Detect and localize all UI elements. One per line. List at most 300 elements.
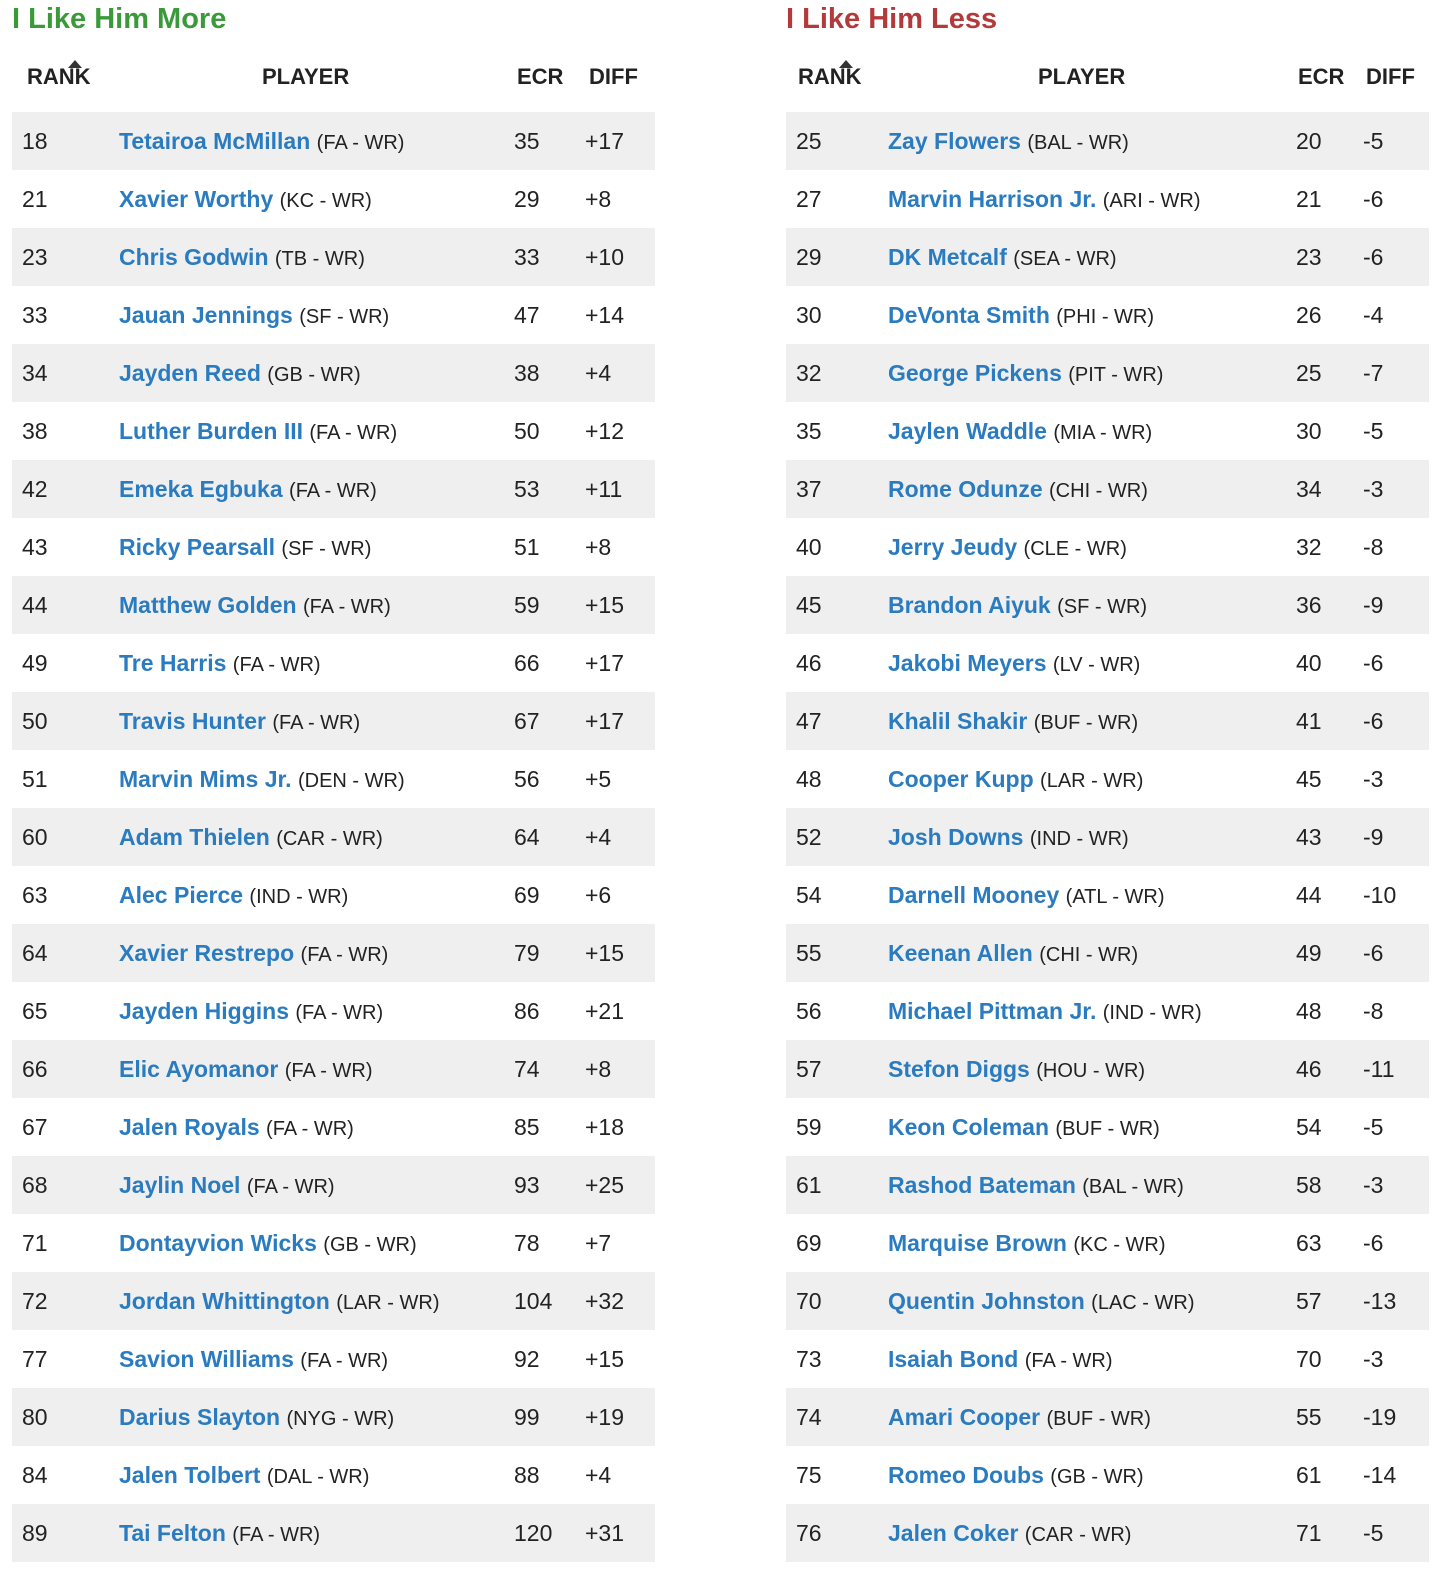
table-row [786, 924, 1429, 982]
ecr-cell: 120 [514, 1520, 553, 1546]
rank-cell: 18 [22, 128, 48, 154]
ecr-cell: 48 [1296, 998, 1322, 1024]
diff-cell: +6 [585, 882, 612, 908]
table-body [786, 112, 1429, 1562]
diff-cell: +14 [585, 302, 625, 328]
player-name-link[interactable]: Darnell Mooney [888, 882, 1060, 908]
player-team-position: (ARI - WR) [1102, 190, 1201, 212]
player-name-link[interactable]: DeVonta Smith [888, 302, 1050, 328]
ecr-cell: 45 [1296, 766, 1322, 792]
ecr-cell: 44 [1296, 882, 1322, 908]
player-name-link[interactable]: Luther Burden III [119, 418, 303, 444]
player-team-position: (SF - WR) [281, 538, 372, 560]
player-cell [888, 1518, 1131, 1550]
ecr-cell: 40 [1296, 650, 1322, 676]
player-name-link[interactable]: Emeka Egbuka [119, 476, 283, 502]
ecr-cell: 78 [514, 1230, 540, 1256]
rank-cell: 46 [796, 650, 822, 676]
ecr-cell: 30 [1296, 418, 1322, 444]
ecr-cell: 36 [1296, 592, 1322, 618]
player-name-link[interactable]: DK Metcalf [888, 244, 1007, 270]
ecr-cell: 79 [514, 940, 540, 966]
rank-cell: 76 [796, 1520, 822, 1546]
player-team-position: (NYG - WR) [286, 1408, 395, 1430]
table-header [12, 54, 655, 110]
rank-cell: 38 [22, 418, 48, 444]
player-name-link[interactable]: Isaiah Bond [888, 1346, 1019, 1372]
player-name-link[interactable]: Xavier Restrepo [119, 940, 295, 966]
player-cell [888, 1460, 1144, 1492]
player-name-link[interactable]: Adam Thielen [119, 824, 270, 850]
diff-cell: -6 [1363, 186, 1384, 212]
player-cell [888, 822, 1129, 854]
rank-cell: 57 [796, 1056, 822, 1082]
rank-cell: 42 [22, 476, 48, 502]
player-name-link[interactable]: Matthew Golden [119, 592, 297, 618]
rank-cell: 69 [796, 1230, 822, 1256]
player-team-position: (GB - WR) [1050, 1466, 1144, 1488]
table-row [12, 866, 655, 924]
ecr-column-header[interactable]: ECR [517, 64, 564, 89]
ecr-cell: 35 [514, 128, 540, 154]
rank-cell: 65 [22, 998, 48, 1024]
player-cell [888, 764, 1143, 796]
player-name-link[interactable]: Cooper Kupp [888, 766, 1034, 792]
table-row [12, 634, 655, 692]
table-row [12, 1098, 655, 1156]
table-title: I Like Him Less [786, 3, 998, 35]
diff-cell: -3 [1363, 766, 1384, 792]
table-row [786, 518, 1429, 576]
table-row [12, 1272, 655, 1330]
table-row [786, 344, 1429, 402]
player-team-position: (FA - WR) [316, 132, 405, 154]
table-row [12, 286, 655, 344]
ecr-cell: 85 [514, 1114, 540, 1140]
player-cell [888, 474, 1148, 506]
player-name-link[interactable]: Xavier Worthy [119, 186, 274, 212]
diff-cell: +18 [585, 1114, 625, 1140]
player-cell [119, 416, 397, 448]
player-name-link[interactable]: George Pickens [888, 360, 1062, 386]
player-name-link[interactable]: Marvin Harrison Jr. [888, 186, 1097, 212]
player-name-link[interactable]: Marvin Mims Jr. [119, 766, 292, 792]
player-cell [119, 474, 377, 506]
player-team-position: (CAR - WR) [276, 828, 383, 850]
player-cell [888, 358, 1163, 390]
player-team-position: (DEN - WR) [297, 770, 405, 792]
player-cell [888, 184, 1201, 216]
table-body [12, 112, 655, 1562]
ecr-cell: 34 [1296, 476, 1322, 502]
table-row [786, 170, 1429, 228]
table-row [786, 1098, 1429, 1156]
player-team-position: (BUF - WR) [1055, 1118, 1160, 1140]
player-name-link[interactable]: Alec Pierce [119, 882, 244, 908]
player-column-header[interactable]: PLAYER [1038, 64, 1126, 89]
table-row [12, 576, 655, 634]
player-cell [888, 706, 1138, 738]
table-row [12, 228, 655, 286]
player-name-link[interactable]: Darius Slayton [119, 1404, 281, 1430]
player-team-position: (LAR - WR) [1040, 770, 1144, 792]
table-row [786, 460, 1429, 518]
player-team-position: (PHI - WR) [1056, 306, 1155, 328]
table-row [12, 924, 655, 982]
rank-cell: 50 [22, 708, 48, 734]
table-row [12, 1214, 655, 1272]
ecr-cell: 29 [514, 186, 540, 212]
player-cell [888, 300, 1154, 332]
diff-cell: -4 [1363, 302, 1384, 328]
diff-cell: +32 [585, 1288, 625, 1314]
player-name-link[interactable]: Jalen Royals [119, 1114, 260, 1140]
rank-cell: 61 [796, 1172, 822, 1198]
player-team-position: (FA - WR) [246, 1176, 335, 1198]
player-team-position: (FA - WR) [272, 712, 361, 734]
player-cell [119, 590, 391, 622]
ecr-cell: 64 [514, 824, 540, 850]
rank-cell: 47 [796, 708, 822, 734]
table-row [786, 228, 1429, 286]
player-team-position: (KC - WR) [279, 190, 372, 212]
table-row [786, 1156, 1429, 1214]
table-row [786, 750, 1429, 808]
player-cell [888, 996, 1202, 1028]
table-row [12, 1330, 655, 1388]
player-name-link[interactable]: Keenan Allen [888, 940, 1033, 966]
table-row [786, 808, 1429, 866]
rank-cell: 30 [796, 302, 822, 328]
rank-column-header[interactable] [27, 64, 91, 90]
ecr-cell: 56 [514, 766, 540, 792]
table-row [786, 1272, 1429, 1330]
diff-column-header[interactable]: DIFF [1366, 64, 1415, 89]
diff-cell: +4 [585, 824, 612, 850]
table-row [786, 1504, 1429, 1562]
player-name-link[interactable]: Savion Williams [119, 1346, 294, 1372]
ecr-cell: 47 [514, 302, 540, 328]
diff-cell: -5 [1363, 1114, 1384, 1140]
ecr-cell: 61 [1296, 1462, 1322, 1488]
rank-cell: 70 [796, 1288, 822, 1314]
player-name-link[interactable]: Tre Harris [119, 650, 227, 676]
ecr-cell: 88 [514, 1462, 540, 1488]
diff-cell: -9 [1363, 824, 1384, 850]
player-team-position: (DAL - WR) [266, 1466, 370, 1488]
player-cell [119, 242, 365, 274]
player-name-link[interactable]: Jalen Tolbert [119, 1462, 261, 1488]
ecr-cell: 41 [1296, 708, 1322, 734]
player-team-position: (LV - WR) [1052, 654, 1141, 676]
player-team-position: (GB - WR) [323, 1234, 417, 1256]
player-name-link[interactable]: Dontayvion Wicks [119, 1230, 317, 1256]
player-team-position: (FA - WR) [266, 1118, 354, 1140]
player-cell [888, 532, 1127, 564]
player-team-position: (SEA - WR) [1013, 248, 1117, 270]
player-cell [888, 1112, 1160, 1144]
player-cell [119, 1054, 373, 1086]
player-cell [119, 996, 383, 1028]
diff-cell: +7 [585, 1230, 612, 1256]
ecr-cell: 74 [514, 1056, 540, 1082]
player-cell [888, 1286, 1194, 1318]
player-team-position: (BAL - WR) [1082, 1176, 1184, 1198]
rank-cell: 56 [796, 998, 822, 1024]
rank-cell: 23 [22, 244, 48, 270]
player-name-link[interactable]: Romeo Doubs [888, 1462, 1044, 1488]
player-team-position: (IND - WR) [1029, 828, 1129, 850]
player-cell [888, 1054, 1145, 1086]
player-team-position: (FA - WR) [300, 944, 389, 966]
player-cell [119, 358, 361, 390]
diff-cell: -10 [1363, 882, 1397, 908]
player-team-position: (HOU - WR) [1036, 1060, 1146, 1082]
player-team-position: (BUF - WR) [1033, 712, 1139, 734]
ecr-cell: 58 [1296, 1172, 1322, 1198]
player-cell [119, 1518, 320, 1550]
diff-cell: -5 [1363, 128, 1384, 154]
rank-cell: 77 [22, 1346, 48, 1372]
player-cell [119, 300, 389, 332]
table-row [12, 692, 655, 750]
rank-column-header[interactable] [798, 64, 862, 90]
rank-cell: 59 [796, 1114, 822, 1140]
ecr-cell: 92 [514, 1346, 540, 1372]
player-name-link[interactable]: Tai Felton [119, 1520, 226, 1546]
diff-cell: -3 [1363, 1172, 1384, 1198]
rank-cell: 21 [22, 186, 48, 212]
table-row [12, 402, 655, 460]
player-team-position: (FA - WR) [289, 480, 377, 502]
player-name-link[interactable]: Jauan Jennings [119, 302, 293, 328]
ecr-cell: 46 [1296, 1056, 1322, 1082]
rank-cell: 71 [22, 1230, 48, 1256]
diff-cell: +8 [585, 186, 612, 212]
diff-cell: +8 [585, 1056, 612, 1082]
table-row [12, 1040, 655, 1098]
player-team-position: (SF - WR) [1057, 596, 1148, 618]
diff-cell: -6 [1363, 708, 1384, 734]
player-name-link[interactable]: Jaylin Noel [119, 1172, 241, 1198]
table-row [786, 1446, 1429, 1504]
diff-cell: +17 [585, 650, 625, 676]
table-row [786, 112, 1429, 170]
rank-cell: 72 [22, 1288, 48, 1314]
table-row [786, 866, 1429, 924]
ecr-cell: 50 [514, 418, 540, 444]
player-team-position: (CHI - WR) [1039, 944, 1139, 966]
rank-cell: 40 [796, 534, 822, 560]
player-team-position: (CHI - WR) [1049, 480, 1148, 502]
player-name-link[interactable]: Quentin Johnston [888, 1288, 1085, 1314]
diff-cell: +5 [585, 766, 612, 792]
rank-cell: 74 [796, 1404, 822, 1430]
rank-cell: 66 [22, 1056, 48, 1082]
player-name-link[interactable]: Tetairoa McMillan [119, 128, 311, 154]
ecr-cell: 86 [514, 998, 540, 1024]
table-row [786, 576, 1429, 634]
player-team-position: (KC - WR) [1073, 1234, 1166, 1256]
table-row [786, 1388, 1429, 1446]
ecr-cell: 93 [514, 1172, 540, 1198]
player-name-link[interactable]: Keon Coleman [888, 1114, 1050, 1140]
player-name-link[interactable]: Rashod Bateman [888, 1172, 1076, 1198]
diff-cell: +15 [585, 592, 625, 618]
player-name-link[interactable]: Michael Pittman Jr. [888, 998, 1097, 1024]
diff-cell: -6 [1363, 1230, 1384, 1256]
player-name-link[interactable]: Jaylen Waddle [888, 418, 1047, 444]
player-name-link[interactable]: Brandon Aiyuk [888, 592, 1051, 618]
ecr-cell: 43 [1296, 824, 1322, 850]
player-team-position: (FA - WR) [300, 1350, 389, 1372]
diff-cell: +17 [585, 128, 625, 154]
rank-cell: 84 [22, 1462, 48, 1488]
player-name-link[interactable]: Zay Flowers [888, 128, 1021, 154]
rank-cell: 25 [796, 128, 822, 154]
table-header [786, 54, 1429, 110]
ecr-cell: 69 [514, 882, 540, 908]
player-cell [119, 706, 360, 738]
ecr-column-header[interactable]: ECR [1298, 64, 1345, 89]
ecr-cell: 99 [514, 1404, 540, 1430]
diff-cell: +8 [585, 534, 612, 560]
player-team-position: (FA - WR) [1024, 1350, 1113, 1372]
player-cell [119, 184, 372, 216]
diff-cell: -9 [1363, 592, 1384, 618]
player-team-position: (FA - WR) [232, 1524, 321, 1546]
diff-cell: +17 [585, 708, 625, 734]
player-team-position: (BUF - WR) [1046, 1408, 1151, 1430]
player-team-position: (PIT - WR) [1068, 364, 1164, 386]
table-row [12, 1446, 655, 1504]
player-cell [888, 416, 1152, 448]
table-row [12, 344, 655, 402]
rank-cell: 64 [22, 940, 48, 966]
player-cell [119, 1170, 335, 1202]
rank-header-label: RANK [798, 64, 862, 89]
rank-cell: 29 [796, 244, 822, 270]
table-row [12, 982, 655, 1040]
player-name-link[interactable]: Khalil Shakir [888, 708, 1028, 734]
player-team-position: (GB - WR) [267, 364, 361, 386]
player-team-position: (BAL - WR) [1027, 132, 1129, 154]
player-name-link[interactable]: Travis Hunter [119, 708, 266, 734]
ecr-cell: 20 [1296, 128, 1322, 154]
player-cell [119, 822, 383, 854]
diff-cell: -8 [1363, 998, 1384, 1024]
rank-cell: 52 [796, 824, 822, 850]
rank-cell: 63 [22, 882, 48, 908]
player-name-link[interactable]: Stefon Diggs [888, 1056, 1030, 1082]
ecr-cell: 53 [514, 476, 540, 502]
diff-cell: -3 [1363, 1346, 1384, 1372]
diff-cell: -19 [1363, 1404, 1397, 1430]
player-name-link[interactable]: Ricky Pearsall [119, 534, 276, 560]
player-cell [888, 126, 1129, 158]
diff-cell: -13 [1363, 1288, 1397, 1314]
player-team-position: (LAR - WR) [336, 1292, 440, 1314]
player-name-link[interactable]: Jalen Coker [888, 1520, 1019, 1546]
table-row [12, 750, 655, 808]
diff-cell: -6 [1363, 940, 1384, 966]
player-name-link[interactable]: Rome Odunze [888, 476, 1043, 502]
diff-cell: -11 [1363, 1056, 1395, 1082]
rank-cell: 75 [796, 1462, 822, 1488]
player-cell [119, 880, 348, 912]
rank-cell: 48 [796, 766, 822, 792]
player-name-link[interactable]: Elic Ayomanor [119, 1056, 279, 1082]
player-team-position: (FA - WR) [232, 654, 321, 676]
player-team-position: (ATL - WR) [1065, 886, 1165, 908]
rank-cell: 60 [22, 824, 48, 850]
ecr-cell: 33 [514, 244, 540, 270]
diff-column-header[interactable]: DIFF [589, 64, 638, 89]
table-row [786, 1214, 1429, 1272]
ecr-cell: 38 [514, 360, 540, 386]
sort-ascending-icon [68, 60, 82, 68]
player-cell [888, 1228, 1166, 1260]
diff-cell: +25 [585, 1172, 625, 1198]
player-name-link[interactable]: Jakobi Meyers [888, 650, 1047, 676]
diff-cell: +31 [585, 1520, 625, 1546]
player-team-position: (FA - WR) [303, 596, 391, 618]
rank-cell: 33 [22, 302, 48, 328]
diff-cell: +15 [585, 1346, 625, 1372]
player-cell [119, 532, 371, 564]
rank-cell: 37 [796, 476, 822, 502]
player-name-link[interactable]: Josh Downs [888, 824, 1024, 850]
player-name-link[interactable]: Jayden Reed [119, 360, 261, 386]
player-name-link[interactable]: Marquise Brown [888, 1230, 1067, 1256]
table-row [786, 634, 1429, 692]
diff-cell: +21 [585, 998, 625, 1024]
rank-cell: 80 [22, 1404, 48, 1430]
player-team-position: (CLE - WR) [1023, 538, 1127, 560]
player-name-link[interactable]: Amari Cooper [888, 1404, 1041, 1430]
table-row [786, 402, 1429, 460]
player-name-link[interactable]: Chris Godwin [119, 244, 269, 270]
table-row [786, 1040, 1429, 1098]
rank-cell: 55 [796, 940, 822, 966]
player-team-position: (FA - WR) [284, 1060, 373, 1082]
player-cell [119, 938, 388, 970]
player-cell [119, 1460, 369, 1492]
diff-cell: +15 [585, 940, 625, 966]
diff-cell: +12 [585, 418, 625, 444]
ecr-cell: 57 [1296, 1288, 1322, 1314]
table-row [786, 286, 1429, 344]
player-column-header[interactable]: PLAYER [262, 64, 350, 89]
ecr-cell: 26 [1296, 302, 1322, 328]
player-team-position: (MIA - WR) [1053, 422, 1153, 444]
player-team-position: (TB - WR) [274, 248, 365, 270]
player-cell [119, 1228, 417, 1260]
diff-cell: -6 [1363, 650, 1384, 676]
player-cell [888, 938, 1138, 970]
rank-cell: 67 [22, 1114, 48, 1140]
player-cell [888, 242, 1117, 274]
player-cell [888, 1170, 1184, 1202]
player-name-link[interactable]: Jordan Whittington [119, 1288, 330, 1314]
ecr-cell: 63 [1296, 1230, 1322, 1256]
table-row [12, 1504, 655, 1562]
diff-cell: +19 [585, 1404, 625, 1430]
player-cell [119, 764, 405, 796]
player-name-link[interactable]: Jayden Higgins [119, 998, 289, 1024]
player-name-link[interactable]: Jerry Jeudy [888, 534, 1018, 560]
table-row [12, 170, 655, 228]
